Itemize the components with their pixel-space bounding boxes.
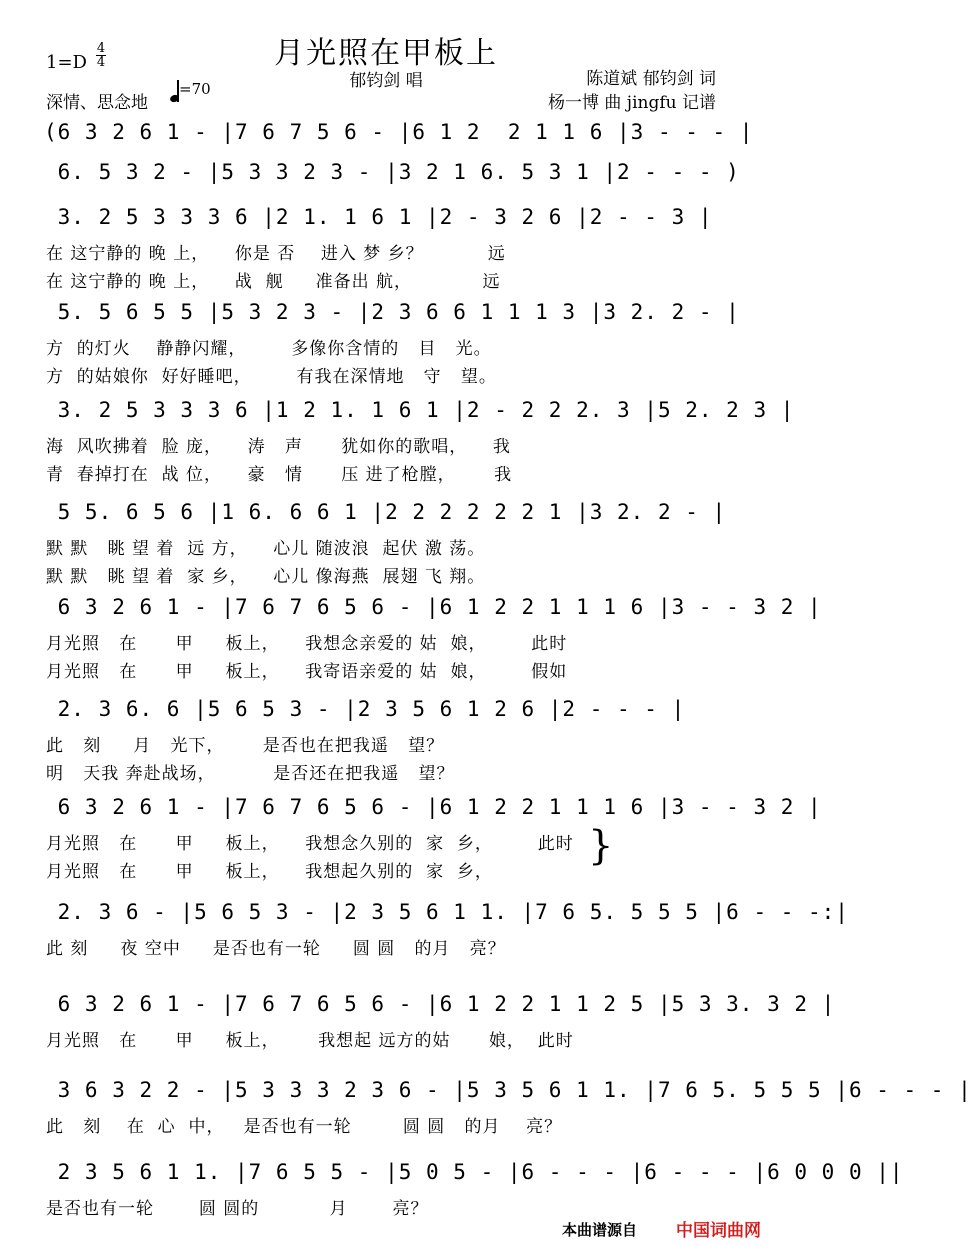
lyric-line: 明 天我 奔赴战场， 是否还在把我遥 望？ (46, 764, 455, 784)
notation-row: 6 3 2 6 1 - |7 6 7 6 5 6 - |6 1 2 2 1 1 1 6 |3 - - 3 2 | (44, 795, 822, 819)
singer-credit: 郁钧剑 唱 (349, 71, 423, 91)
lyric-line: 海 风吹拂着 脸 庞， 涛 声 犹如你的歌唱， 我 (46, 437, 511, 457)
notation-row: 5 5. 6 5 6 |1 6. 6 6 1 |2 2 2 2 2 2 1 |3 2. 2 - | (44, 500, 727, 524)
lyric-line: 此 刻 在 心 中， 是否也有一轮 圆 圆 的月 亮？ (46, 1117, 563, 1137)
notation-row: 3. 2 5 3 3 3 6 |2 1. 1 6 1 |2 - 3 2 6 |2 - - 3 | (44, 205, 713, 229)
lyric-line: 月光照 在 甲 板上， 我想起 远方的姑 娘， 此时 (46, 1031, 574, 1051)
notation-row: 2. 3 6 - |5 6 5 3 - |2 3 5 6 1 1. |7 6 5. 5 5 5 |6 - - -:| (44, 900, 849, 924)
composer-credit: 杨一博 曲 jingfu 记谱 (548, 93, 716, 113)
lyric-line: 默 默 眺 望 着 家 乡， 心儿 像海燕 展翅 飞 翔。 (46, 567, 486, 587)
lyric-line: 方 的姑娘你 好好睡吧， 有我在深情地 守 望。 (46, 367, 497, 387)
time-signature-bottom: 4 (96, 55, 106, 70)
lyric-line: 此 刻 夜 空中 是否也有一轮 圆 圆 的月 亮？ (46, 939, 506, 959)
lyric-line: 此 刻 月 光下， 是否也在把我遥 望？ (46, 736, 445, 756)
lyric-line: 月光照 在 甲 板上， 我寄语亲爱的 姑 娘， 假如 (46, 662, 568, 682)
notation-row: 6 3 2 6 1 - |7 6 7 6 5 6 - |6 1 2 2 1 1 1 6 |3 - - 3 2 | (44, 595, 822, 619)
song-title: 月光照在甲板上 (274, 36, 498, 71)
lyricist-credit: 陈道斌 郁钧剑 词 (586, 69, 716, 89)
notation-row: (6 3 2 6 1 - |7 6 7 5 6 - |6 1 2 2 1 1 6 |3 - - - | (44, 120, 754, 144)
time-signature-top: 4 (96, 41, 106, 56)
tempo-value: =70 (179, 80, 211, 98)
lyric-line: 月光照 在 甲 板上， 我想念亲爱的 姑 娘， 此时 (46, 634, 568, 654)
lyric-line: 在 这宁静的 晚 上， 战 舰 准备出 航， 远 (46, 272, 501, 292)
lyric-line: 月光照 在 甲 板上， 我想起久别的 家 乡， (46, 862, 493, 882)
lyric-line: 月光照 在 甲 板上， 我想念久别的 家 乡， 此时 (46, 834, 574, 854)
lyric-line: 在 这宁静的 晚 上， 你是 否 进入 梦 乡？ 远 (46, 244, 506, 264)
lyric-line: 方 的灯火 静静闪耀， 多像你含情的 目 光。 (46, 339, 492, 359)
notation-row: 3. 2 5 3 3 3 6 |1 2 1. 1 6 1 |2 - 2 2 2. 3 |5 2. 2 3 | (44, 398, 795, 422)
lyric-line: 是否也有一轮 圆 圆的 月 亮？ (46, 1199, 429, 1219)
brace-icon: } (588, 823, 614, 869)
lyric-line: 青 春掉打在 战 位， 豪 情 压 进了枪膛， 我 (46, 465, 513, 485)
notation-row: 5. 5 6 5 5 |5 3 2 3 - |2 3 6 6 1 1 1 3 |3 2. 2 - | (44, 300, 740, 324)
time-signature (96, 42, 106, 69)
notation-row: 2. 3 6. 6 |5 6 5 3 - |2 3 5 6 1 2 6 |2 - - - | (44, 697, 686, 721)
notation-row: 3 6 3 2 2 - |5 3 3 3 2 3 6 - |5 3 5 6 1 1. |7 6 5. 5 5 5 |6 - - - | (44, 1078, 972, 1102)
notation-row: 6. 5 3 2 - |5 3 3 2 3 - |3 2 1 6. 5 3 1 |2 - - - ) (44, 160, 740, 184)
lyric-line: 默 默 眺 望 着 远 方， 心儿 随波浪 起伏 激 荡。 (46, 539, 486, 559)
notation-row: 6 3 2 6 1 - |7 6 7 6 5 6 - |6 1 2 2 1 1 2 5 |5 3 3. 3 2 | (44, 992, 836, 1016)
footer-source: 本曲谱源自 (562, 1221, 638, 1239)
expression-mark: 深情、思念地 (46, 93, 148, 113)
key-signature: 1=D (46, 52, 87, 73)
tempo-mark (170, 80, 211, 102)
notation-row: 2 3 5 6 1 1. |7 6 5 5 - |5 0 5 - |6 - - - |6 - - - |6 0 0 0 || (44, 1160, 904, 1184)
footer-site-logo: 中国词曲网 (676, 1221, 761, 1241)
